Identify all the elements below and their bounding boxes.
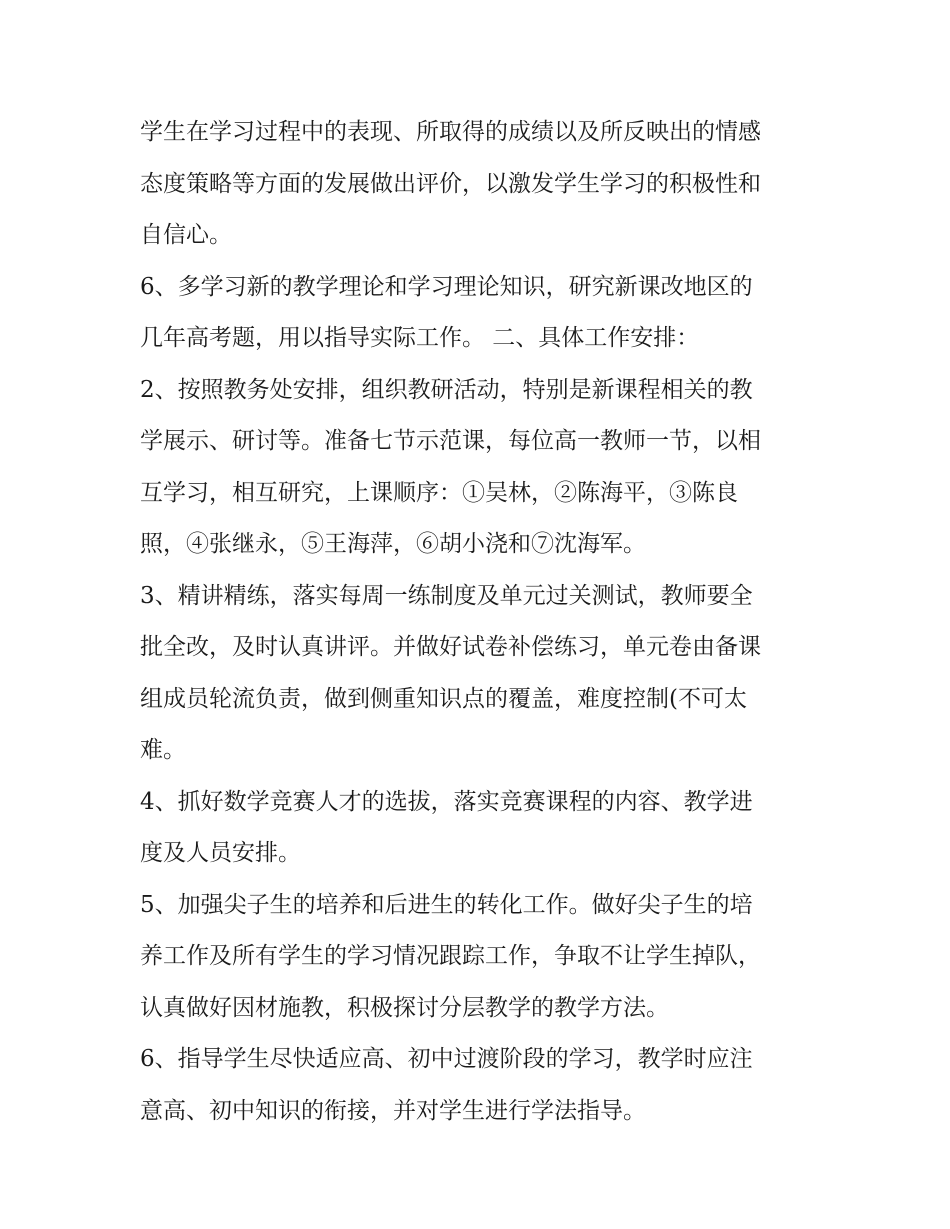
text-line: 照，④张继永，⑤王海萍，⑥胡小浇和⑦沈海军。 — [140, 531, 646, 557]
text-line: 6、指导学生尽快适应高、初中过渡阶段的学习，教学时应注 — [140, 1046, 753, 1072]
text-line: 难。 — [140, 737, 186, 763]
text-line: 养工作及所有学生的学习情况跟踪工作，争取不让学生掉队， — [140, 943, 761, 969]
text-line: 2、按照教务处安排，组织教研活动，特别是新课程相关的教 — [140, 376, 753, 403]
text-line: 度及人员安排。 — [140, 840, 301, 866]
paragraph-item-6-transition — [140, 1034, 820, 1137]
text-line: 4、抓好数学竞赛人才的选拔，落实竞赛课程的内容、教学进 — [140, 788, 753, 815]
text-line: 5、加强尖子生的培养和后进生的转化工作。做好尖子生的培 — [140, 891, 753, 918]
text-line: 认真做好因材施教，积极探讨分层教学的教学方法。 — [140, 994, 669, 1021]
paragraph-item-5-students — [140, 880, 820, 1035]
text-line: 批全改，及时认真讲评。并做好试卷补偿练习，单元卷由备课 — [140, 634, 761, 660]
text-line: 态度策略等方面的发展做出评价，以激发学生学习的积极性和 — [140, 170, 761, 197]
paragraph-item-6-theory — [140, 262, 820, 365]
text-line: 学生在学习过程中的表现、所取得的成绩以及所反映出的情感 — [140, 119, 761, 145]
paragraph-item-4-competition — [140, 777, 820, 880]
text-line: 6、多学习新的教学理论和学习理论知识，研究新课改地区的 — [140, 273, 753, 300]
text-line: 学展示、研讨等。准备七节示范课，每位高一教师一节，以相 — [140, 428, 761, 454]
text-line: 3、精讲精练，落实每周一练制度及单元过关测试，教师要全 — [140, 582, 753, 609]
document-body — [140, 107, 820, 1137]
text-line: 几年高考题，用以指导实际工作。 二、具体工作安排： — [140, 325, 700, 351]
text-line: 互学习，相互研究，上课顺序：①吴林，②陈海平，③陈良 — [140, 479, 738, 506]
text-line: 组成员轮流负责，做到侧重知识点的覆盖，难度控制(不可太 — [140, 685, 747, 712]
paragraph-item-2-research — [140, 365, 820, 571]
text-line: 意高、初中知识的衔接，并对学生进行学法指导。 — [140, 1097, 646, 1124]
paragraph-item-3-practice — [140, 571, 820, 777]
text-line: 自信心。 — [140, 222, 232, 248]
paragraph-evaluation — [140, 107, 820, 262]
